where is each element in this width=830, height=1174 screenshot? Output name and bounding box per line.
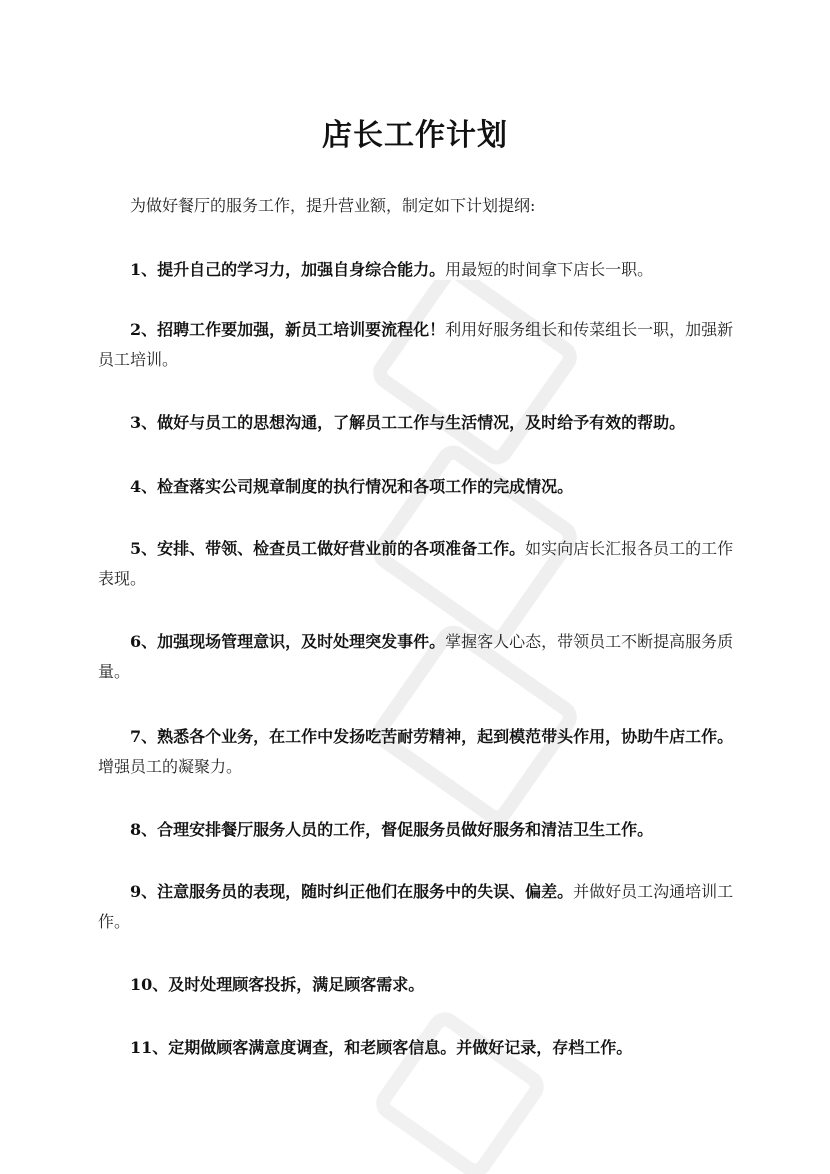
plan-item xyxy=(98,315,738,375)
plan-item-text: 用最短的时间拿下店长一职。 xyxy=(445,260,654,279)
plan-item-heading: 2、招聘工作要加强，新员工培训要流程化！ xyxy=(130,320,446,339)
plan-item-heading: 11、定期做顾客满意度调查，和老顾客信息。并做好记录，存档工作。 xyxy=(130,1038,633,1057)
plan-item xyxy=(98,970,738,1000)
page-title: 店长工作计划 xyxy=(322,118,508,153)
watermark-icon xyxy=(360,1000,560,1174)
plan-item xyxy=(98,815,738,845)
plan-item xyxy=(98,722,738,782)
plan-item-text: 并做好员工沟通培训工作。 xyxy=(98,882,734,931)
plan-item-heading: 8、合理安排餐厅服务人员的工作，督促服务员做好服务和清洁卫生工作。 xyxy=(130,820,654,839)
plan-item-heading: 10、及时处理顾客投拆，满足顾客需求。 xyxy=(130,975,425,994)
plan-item xyxy=(98,534,738,594)
plan-item-heading: 9、注意服务员的表现，随时纠正他们在服务中的失误、偏差。 xyxy=(130,882,574,901)
plan-item xyxy=(98,255,738,285)
plan-item-text: 利用好服务组长和传菜组长一职，加强新员工培训。 xyxy=(98,320,734,369)
plan-item xyxy=(98,627,738,687)
plan-item-heading: 7、熟悉各个业务，在工作中发扬吃苦耐劳精神，起到模范带头作用，协助牛店工作。 xyxy=(130,727,734,746)
plan-item-text: 如实向店长汇报各员工的工作表现。 xyxy=(98,539,734,588)
plan-item-heading: 6、加强现场管理意识，及时处理突发事件。 xyxy=(130,632,446,651)
plan-item-heading: 3、做好与员工的思想沟通，了解员工工作与生活情况，及时给予有效的帮助。 xyxy=(130,413,686,432)
plan-item-heading: 5、安排、带领、检查员工做好营业前的各项准备工作。 xyxy=(130,539,526,558)
plan-item-text: 增强员工的凝聚力。 xyxy=(98,757,243,776)
plan-item-heading: 1、提升自己的学习力，加强自身综合能力。 xyxy=(130,260,446,279)
plan-item xyxy=(98,1033,738,1063)
plan-item-text: 掌握客人心态，带领员工不断提高服务质量。 xyxy=(98,632,734,681)
plan-item-heading: 4、检查落实公司规章制度的执行情况和各项工作的完成情况。 xyxy=(130,477,574,496)
plan-item xyxy=(98,472,738,502)
plan-item xyxy=(98,408,738,438)
plan-item xyxy=(98,877,738,937)
intro-paragraph: 为做好餐厅的服务工作，提升营业额，制定如下计划提纲: xyxy=(130,196,536,215)
